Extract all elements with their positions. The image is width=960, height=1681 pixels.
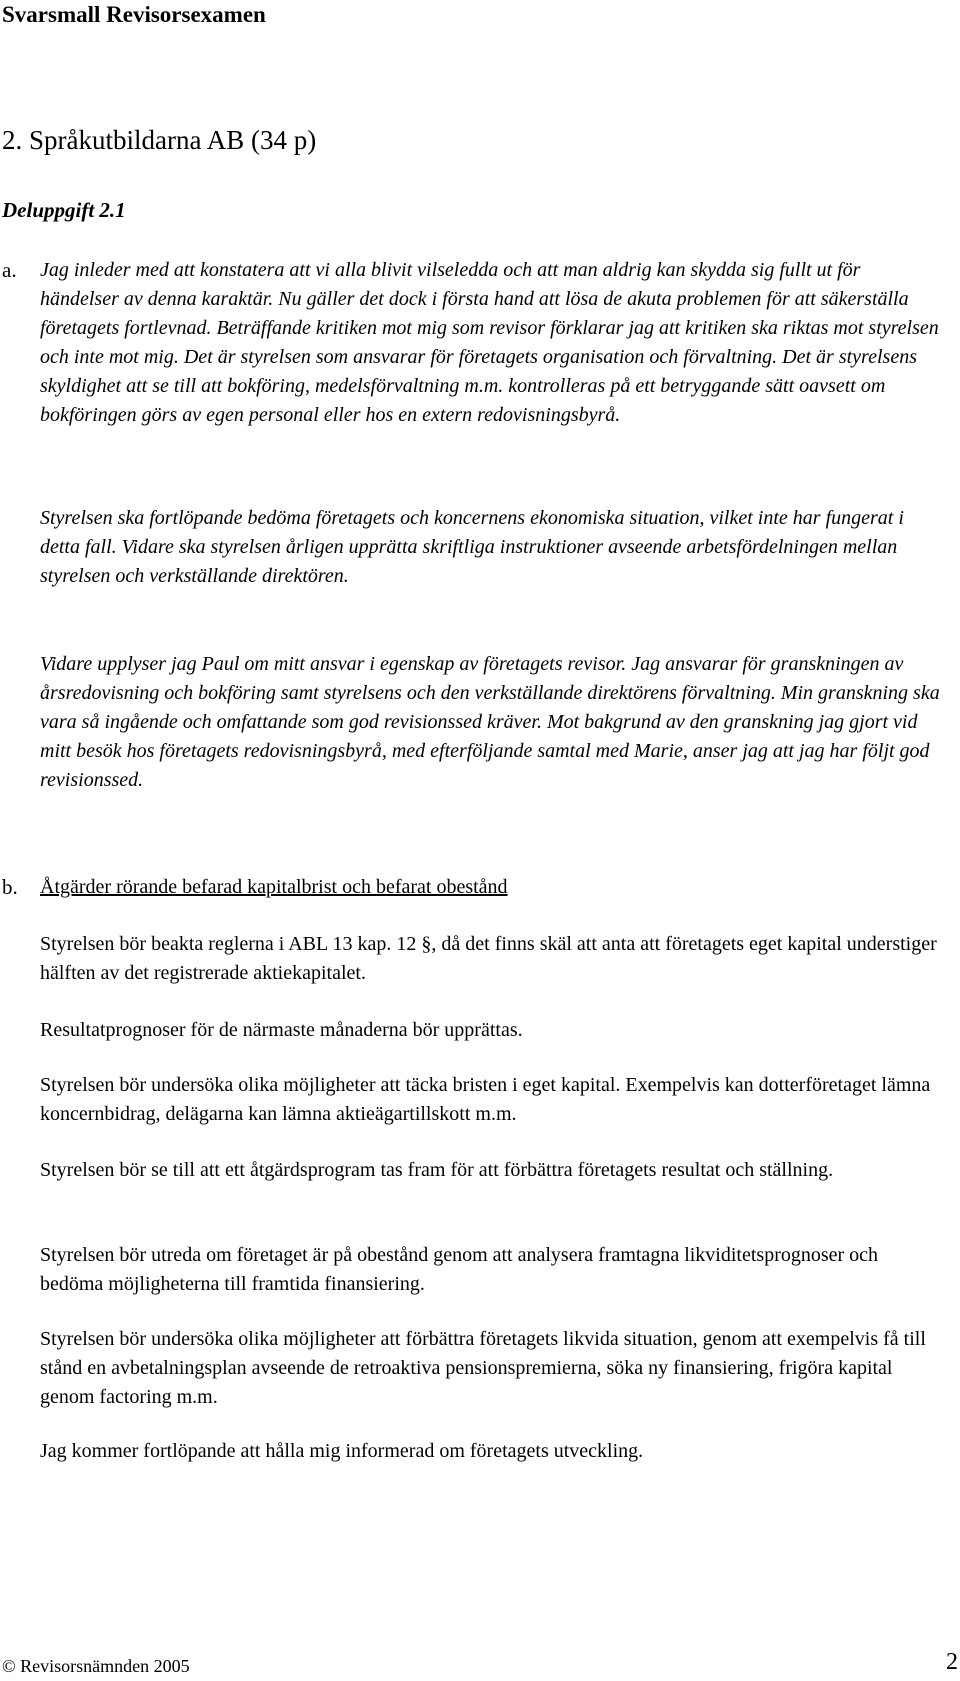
part-a-paragraph: Jag inleder med att konstatera att vi alla blivit vilseledda och att man aldrig kan skydda sig fullt ut för händelser av denna karaktär. Nu gäller det dock i första hand att lösa de akuta problemen för att säkerställa företagets fortlevnad. Beträffande kritiken mot mig som revisor förklarar jag att kritiken ska riktas mot styrelsen och inte mot mig. Det är styrelsen som ansvarar för företagets organisation och förvaltning. Det är styrelsens skyldighet att se till att bokföring, medelsförvaltning m.m. kontrolleras på ett betryggande sätt oavsett om bokföringen görs av egen personal eller hos en extern redovisningsbyrå. xyxy=(40,259,939,426)
part-b-paragraph: Styrelsen bör beakta reglerna i ABL 13 kap. 12 §, då det finns skäl att anta att företagets eget kapital understiger hälften av det registrerade aktiekapitalet. xyxy=(40,933,937,984)
part-b-paragraph: Styrelsen bör undersöka olika möjligheter att täcka bristen i eget kapital. Exempelvis kan dotterföretaget lämna koncernbidrag, delägarna kan lämna aktieägartillskott m.m. xyxy=(40,1074,931,1125)
part-a-paragraph: Vidare upplyser jag Paul om mitt ansvar i egenskap av företagets revisor. Jag ansvarar för granskningen av årsredovisning och bokföring samt styrelsens och den verkställande direktörens förvaltning. Min granskning ska vara så ingående och omfattande som god revisionssed kräver. Mot bakgrund av den granskning jag gjort vid mitt besök hos företagets redovisningsbyrå, med efterföljande samtal med Marie, anser jag att jag har följt god revisionssed. xyxy=(40,653,940,791)
part-b-paragraph: Styrelsen bör undersöka olika möjligheter att förbättra företagets likvida situation, genom att exempelvis få till stånd en avbetalningsplan avseende de retroaktiva pensionspremierna, söka ny finansiering, frigöra kapital genom factoring m.m. xyxy=(40,1328,926,1408)
part-b-heading: Åtgärder rörande befarad kapitalbrist och befarat obestånd xyxy=(40,876,508,898)
part-a-marker: a. xyxy=(2,258,17,282)
subtask-title: Deluppgift 2.1 xyxy=(2,198,126,222)
part-a-paragraph: Styrelsen ska fortlöpande bedöma företagets och koncernens ekonomiska situation, vilket inte har fungerat i detta fall. Vidare ska styrelsen årligen upprätta skriftliga instruktioner avseende arbetsfördelningen mellan styrelsen och verkställande direktören. xyxy=(40,507,904,587)
part-b-paragraph: Styrelsen bör utreda om företaget är på obestånd genom att analysera framtagna likviditetsprognoser och bedöma möjligheterna till framtida finansiering. xyxy=(40,1244,879,1295)
part-b-paragraph: Jag kommer fortlöpande att hålla mig informerad om företagets utveckling. xyxy=(40,1440,644,1462)
part-b-paragraph: Resultatprognoser för de närmaste månaderna bör upprättas. xyxy=(40,1019,523,1041)
part-b-paragraph: Styrelsen bör se till att ett åtgärdsprogram tas fram för att förbättra företagets resultat och ställning. xyxy=(40,1159,834,1181)
page-number: 2 xyxy=(946,1649,958,1675)
copyright-text: © Revisorsnämnden 2005 xyxy=(2,1656,190,1676)
document-header: Svarsmall Revisorsexamen xyxy=(2,2,266,27)
document-footer xyxy=(0,1648,960,1681)
part-b-marker: b. xyxy=(2,875,18,899)
section-title: 2. Språkutbildarna AB (34 p) xyxy=(2,125,317,155)
